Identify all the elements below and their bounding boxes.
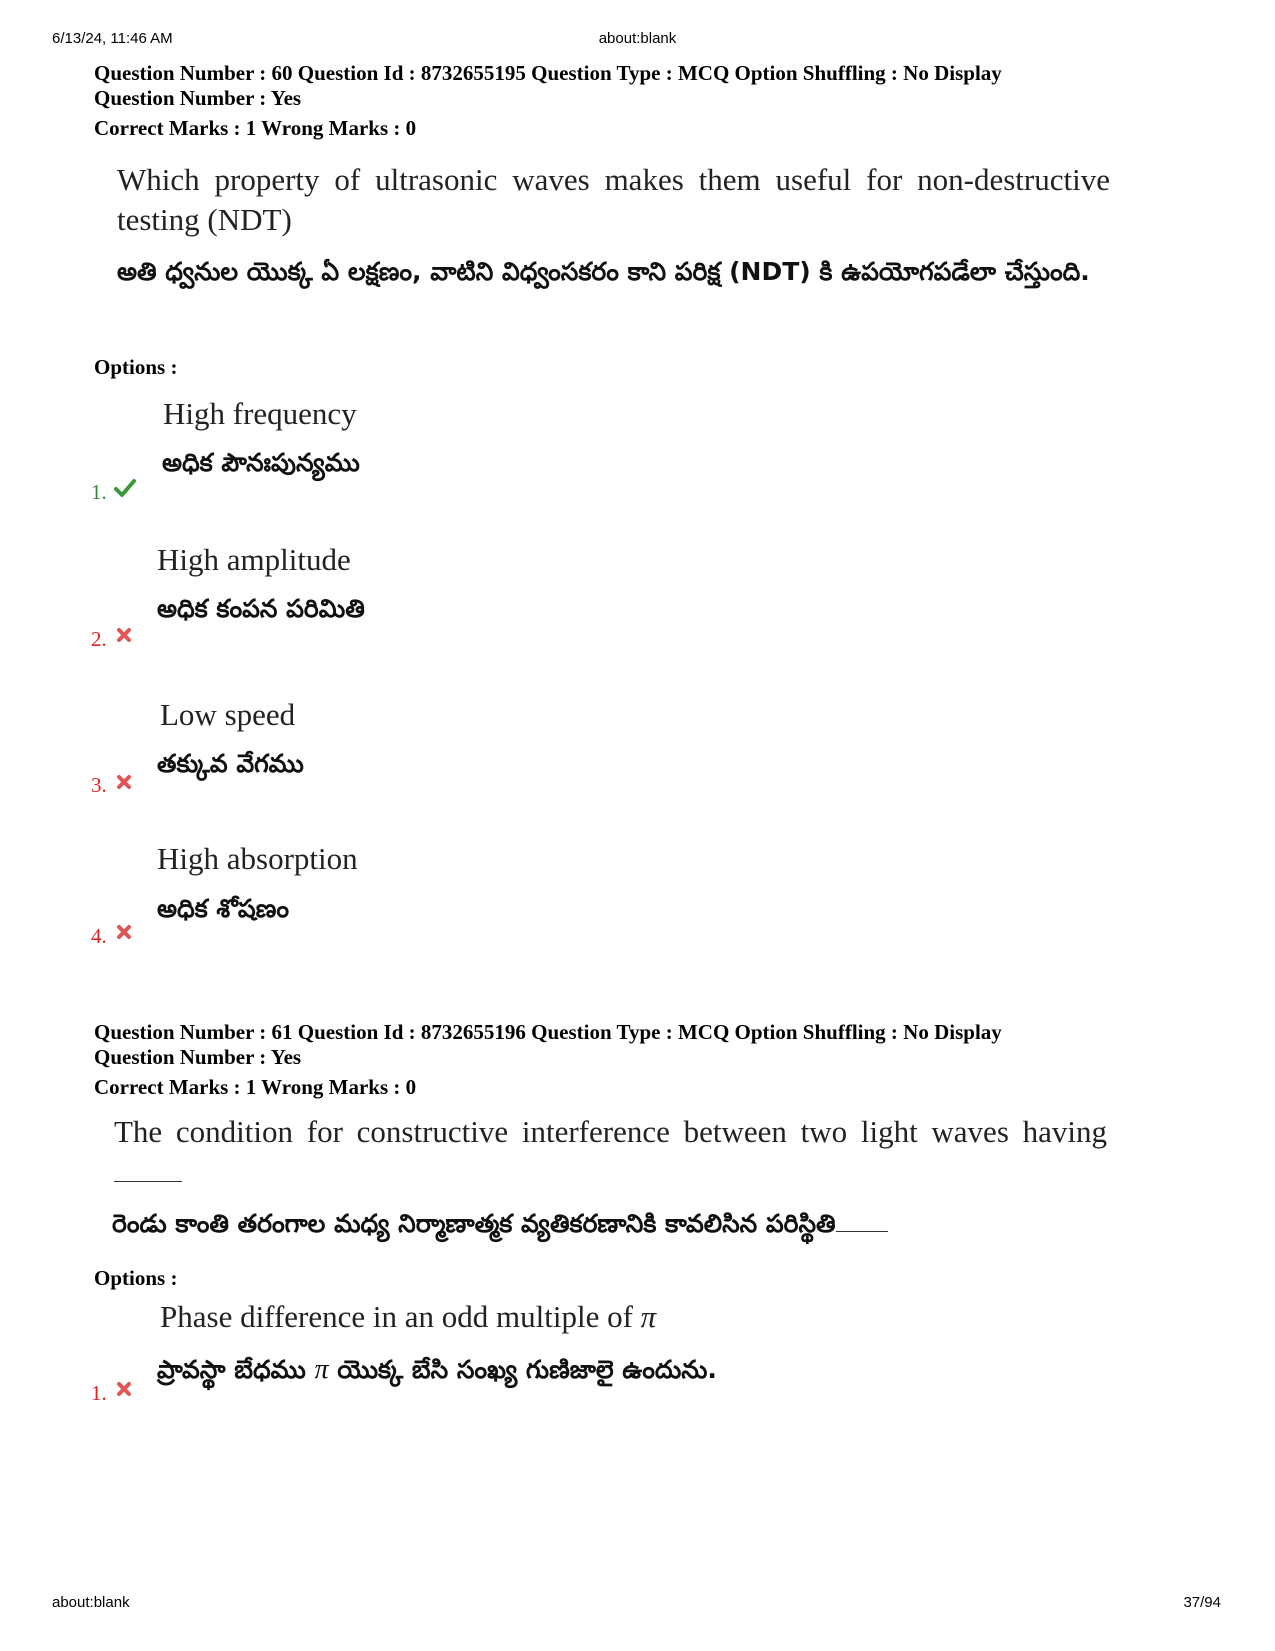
q60-question-text-en: Which property of ultrasonic waves makes them useful for non-destructive testing (NDT) (117, 162, 1110, 237)
q61-options-label: Options : (94, 1266, 178, 1290)
q60-option-2-text-te: అధిక కంపన పరిమితి (157, 594, 365, 623)
q60-option-2-text-en: High amplitude (157, 542, 351, 577)
q60-option-3-text-en: Low speed (160, 697, 296, 732)
q60-option-3-number: 3. (91, 773, 107, 797)
q61-option-1-number: 1. (91, 1381, 107, 1405)
q61-option-1-te-before: ప్రావస్థా బేధము (157, 1355, 306, 1384)
q61-question-text-en (114, 1112, 1107, 1192)
q60-option-4-text-te: అధిక శోషణం (157, 894, 290, 923)
q61-option-1-text-en-content: Phase difference in an odd multiple of (160, 1299, 633, 1334)
q61-meta-line1: Question Number : 61 Question Id : 8732655196 Question Type : MCQ Option Shuffling : No Display (94, 1020, 1002, 1044)
q60-option-4-number: 4. (91, 924, 107, 948)
q60-option-1-text-en: High frequency (163, 396, 357, 431)
q60-option-1-text-te: అధిక పౌనఃపున్యము (162, 448, 360, 477)
q60-question-text-te: అతి ధ్వనుల యొక్క ఏ లక్షణం, వాటిని విధ్వంసకరం కాని పరిక్ష (NDT) కి ఉపయోగపడేలా చేస్తుంది. (117, 257, 1090, 286)
q61-meta-line2: Question Number : Yes (94, 1045, 302, 1069)
q60-options-label: Options : (94, 355, 178, 379)
wrong-cross-icon (116, 1381, 132, 1397)
q61-question-text-te (112, 1196, 1112, 1252)
print-url-header: about:blank (598, 30, 677, 47)
wrong-cross-icon (116, 627, 132, 643)
wrong-cross-icon (116, 924, 132, 940)
wrong-cross-icon (116, 774, 132, 790)
pi-symbol: π (314, 1354, 329, 1385)
answer-blank (114, 1179, 182, 1182)
q60-meta-line2: Question Number : Yes (94, 86, 302, 110)
q61-option-1-te-after: యొక్క బేసి సంఖ్య గుణిజాలై ఉందును. (337, 1355, 717, 1384)
answer-blank (836, 1229, 888, 1232)
q61-question-text-te-content: రెండు కాంతి తరంగాల మధ్య నిర్మాణాత్మక వ్యతికరణానికి కావలిసిన పరిస్థితి (112, 1209, 836, 1238)
q61-question-text-en-content: The condition for constructive interference between two light waves having (114, 1114, 1107, 1149)
q61-option-1-text-te (157, 1354, 717, 1391)
q60-option-1-number: 1. (91, 480, 107, 504)
q60-option-2-number: 2. (91, 627, 107, 651)
q60-option-4-text-en: High absorption (157, 841, 358, 876)
q60-marks: Correct Marks : 1 Wrong Marks : 0 (94, 116, 417, 140)
q61-marks: Correct Marks : 1 Wrong Marks : 0 (94, 1075, 417, 1099)
q60-option-3-text-te: తక్కువ వేగము (157, 749, 304, 778)
correct-check-icon (114, 478, 136, 498)
print-datetime: 6/13/24, 11:46 AM (52, 30, 173, 47)
q60-meta-line1: Question Number : 60 Question Id : 8732655195 Question Type : MCQ Option Shuffling : No Display (94, 61, 1002, 85)
page-number: 37/94 (1183, 1594, 1221, 1611)
q61-option-1-text-en (160, 1299, 656, 1335)
pi-symbol: π (640, 1299, 657, 1334)
print-url-footer: about:blank (52, 1594, 130, 1611)
